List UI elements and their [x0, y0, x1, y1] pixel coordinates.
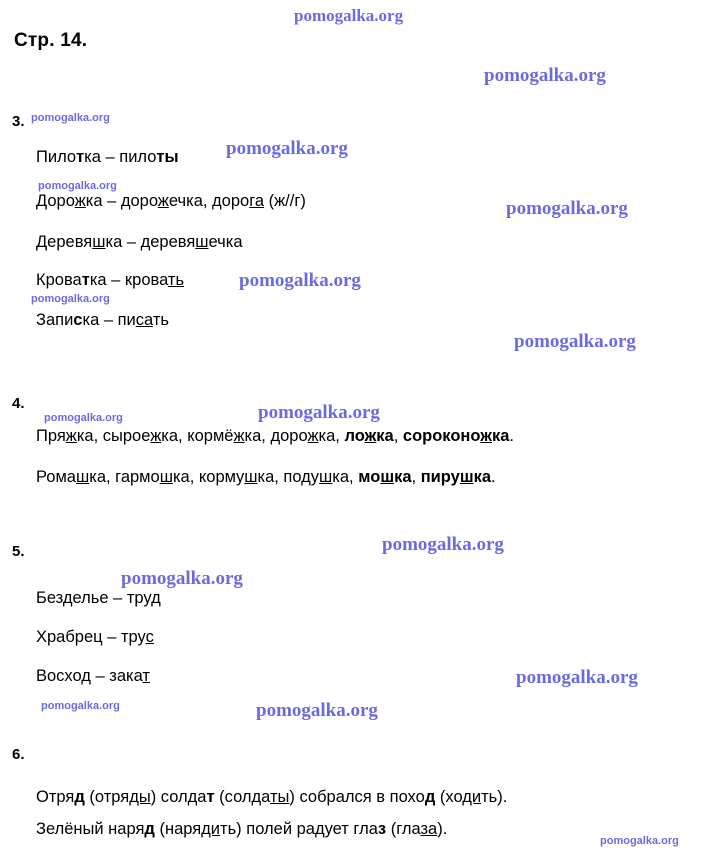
- text-run: ка: [376, 427, 394, 445]
- watermark: pomogalka.org: [514, 331, 636, 352]
- text-run: (отря: [84, 788, 130, 806]
- text-run: ка, гармо: [89, 468, 160, 486]
- watermark: pomogalka.org: [226, 138, 348, 159]
- text-run: ка, доро: [244, 427, 308, 445]
- task-number: 3.: [12, 113, 25, 130]
- text-run: ж: [157, 192, 169, 210]
- page-title: Стр. 14.: [14, 30, 88, 51]
- text-run: ты: [156, 148, 179, 166]
- text-run: ть) полей радует гла: [220, 820, 378, 838]
- text-run: .: [491, 468, 496, 486]
- text-run: Пило: [36, 148, 77, 166]
- text-run: Зелёный наря: [36, 820, 145, 838]
- text-run: ечка, доро: [168, 192, 250, 210]
- watermark: pomogalka.org: [38, 180, 117, 192]
- text-run: .: [509, 427, 514, 445]
- watermark: pomogalka.org: [31, 293, 110, 305]
- answer-line: [36, 148, 179, 167]
- text-run: га: [249, 192, 265, 210]
- text-run: ть: [152, 311, 169, 329]
- text-run: ж: [150, 427, 162, 445]
- watermark: pomogalka.org: [256, 700, 378, 721]
- answer-line: [36, 628, 154, 647]
- text-run: мо: [358, 468, 381, 486]
- answer-line: [36, 820, 447, 839]
- text-run: пиру: [420, 468, 460, 486]
- text-run: (ж//г): [264, 192, 306, 210]
- text-run: (гла: [386, 820, 421, 838]
- text-run: (солда: [214, 788, 270, 806]
- text-run: з: [377, 820, 387, 838]
- task-number: 6.: [12, 746, 25, 763]
- text-run: ,: [411, 468, 421, 486]
- text-run: ж: [65, 427, 77, 445]
- text-run: ка – деревя: [105, 233, 196, 251]
- answer-line: [36, 427, 514, 446]
- text-run: ка,: [318, 427, 345, 445]
- watermark: pomogalka.org: [239, 270, 361, 291]
- watermark: pomogalka.org: [484, 65, 606, 86]
- text-run: ш: [159, 468, 173, 486]
- task-number: 5.: [12, 543, 25, 560]
- text-run: ка – пило: [84, 148, 157, 166]
- answer-line: [36, 311, 169, 330]
- answer-line: [36, 788, 507, 807]
- text-run: ло: [344, 427, 365, 445]
- text-run: ка – крова: [89, 271, 168, 289]
- text-run: ка, кормё: [161, 427, 234, 445]
- watermark: pomogalka.org: [258, 402, 380, 423]
- text-run: ш: [459, 468, 474, 486]
- answer-line: [36, 192, 306, 211]
- text-run: ди: [201, 820, 221, 838]
- text-run: ди: [462, 788, 482, 806]
- text-run: ж: [233, 427, 245, 445]
- text-run: ка: [473, 468, 492, 486]
- text-run: ш: [195, 233, 209, 251]
- text-run: Безделье – тру: [36, 589, 152, 607]
- answer-line: [36, 589, 161, 608]
- text-run: ш: [75, 468, 90, 486]
- text-run: Запи: [36, 311, 74, 329]
- text-run: ка – доро: [85, 192, 158, 210]
- text-run: т: [81, 271, 90, 289]
- text-run: ш: [244, 468, 258, 486]
- watermark: pomogalka.org: [506, 198, 628, 219]
- text-run: ка, поду: [257, 468, 320, 486]
- text-run: ды: [129, 788, 151, 806]
- text-run: ж: [307, 427, 319, 445]
- text-run: Доро: [36, 192, 75, 210]
- text-run: ты: [269, 788, 290, 806]
- text-run: д: [151, 589, 161, 607]
- text-run: Деревя: [36, 233, 93, 251]
- text-run: ка, сырое: [76, 427, 151, 445]
- text-run: т: [206, 788, 215, 806]
- text-run: ть: [167, 271, 185, 289]
- text-run: ) солда: [150, 788, 207, 806]
- text-run: Рома: [36, 468, 76, 486]
- text-run: ка: [394, 468, 412, 486]
- text-run: ка: [491, 427, 510, 445]
- answer-line: [36, 667, 150, 686]
- text-run: д: [144, 820, 155, 838]
- text-run: ть).: [481, 788, 508, 806]
- text-run: с: [145, 628, 154, 646]
- text-run: ечка: [208, 233, 243, 251]
- answer-line: [36, 271, 184, 290]
- watermark: pomogalka.org: [121, 568, 243, 589]
- watermark: pomogalka.org: [382, 534, 504, 555]
- text-run: Отря: [36, 788, 75, 806]
- text-run: с: [73, 311, 83, 329]
- watermark: pomogalka.org: [44, 412, 123, 424]
- text-run: Пря: [36, 427, 66, 445]
- text-run: ж: [480, 427, 492, 445]
- answer-line: [36, 233, 243, 252]
- text-run: т: [142, 667, 150, 685]
- text-run: (хо: [435, 788, 463, 806]
- text-run: ж: [74, 192, 86, 210]
- answer-line: [36, 468, 496, 487]
- text-run: ш: [92, 233, 106, 251]
- text-run: за: [420, 820, 438, 838]
- text-run: т: [76, 148, 85, 166]
- watermark: pomogalka.org: [41, 700, 120, 712]
- text-run: д: [74, 788, 85, 806]
- text-run: Восход – зака: [36, 667, 143, 685]
- text-run: ш: [380, 468, 395, 486]
- text-run: ш: [319, 468, 333, 486]
- watermark: pomogalka.org: [31, 112, 110, 124]
- text-run: са: [135, 311, 153, 329]
- text-run: Крова: [36, 271, 82, 289]
- text-run: ка,: [332, 468, 359, 486]
- text-run: (наря: [154, 820, 202, 838]
- text-run: ) собрался в похо: [289, 788, 425, 806]
- text-run: сороконо: [402, 427, 481, 445]
- text-run: Храбрец – тру: [36, 628, 146, 646]
- task-number: 4.: [12, 395, 25, 412]
- watermark: pomogalka.org: [294, 6, 404, 25]
- text-run: ка, кормy: [172, 468, 245, 486]
- text-run: ж: [364, 427, 377, 445]
- text-run: д: [424, 788, 436, 806]
- watermark: pomogalka.org: [516, 667, 638, 688]
- text-run: ,: [393, 427, 403, 445]
- watermark: pomogalka.org: [600, 835, 679, 847]
- text-run: ).: [437, 820, 448, 838]
- text-run: ка – пи: [82, 311, 136, 329]
